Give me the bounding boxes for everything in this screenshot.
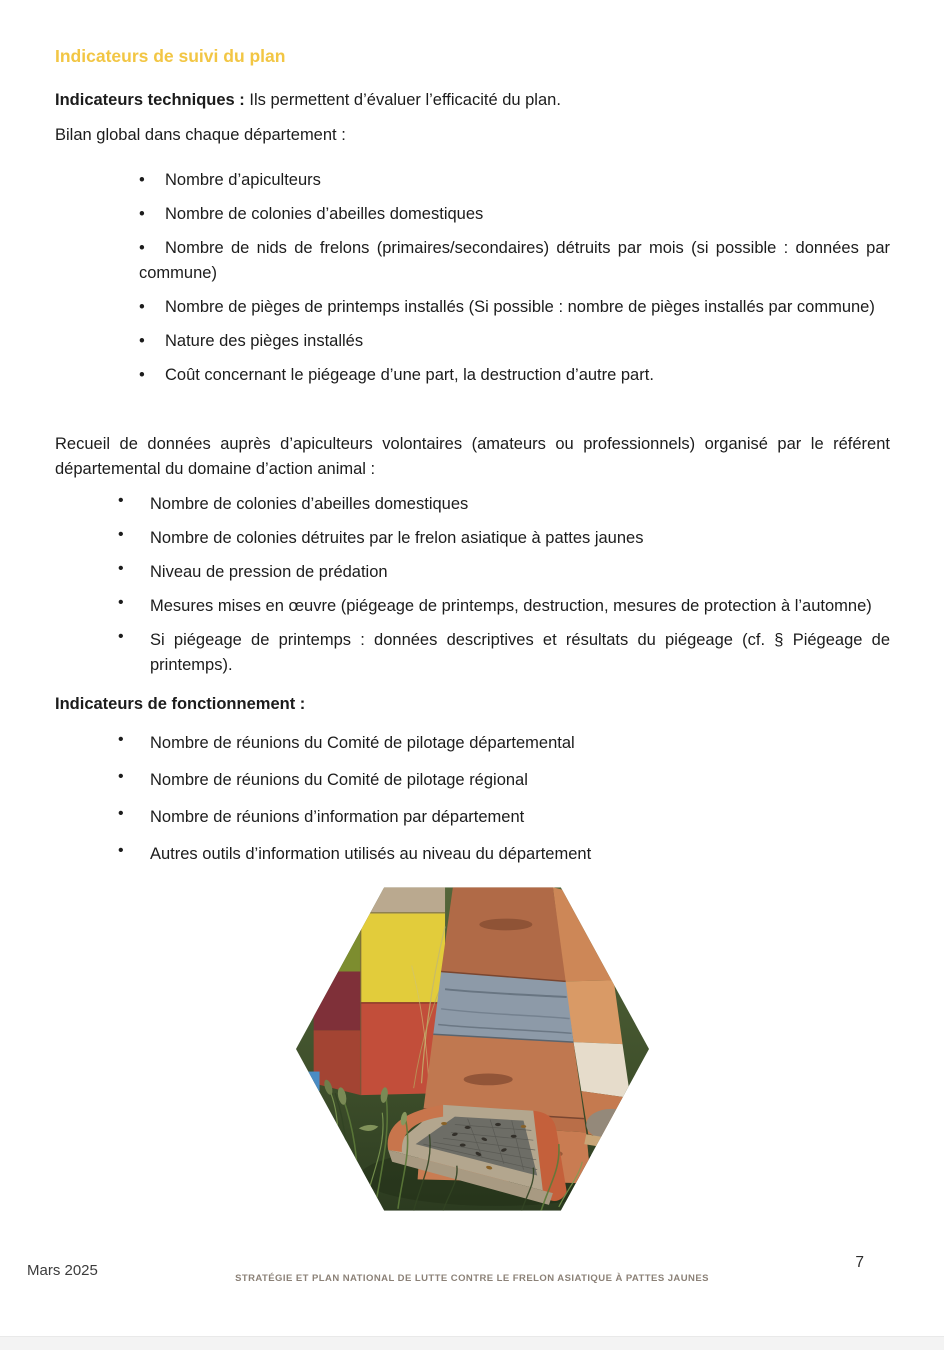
list-item [55,628,890,678]
list-item-text: Mesures mises en œuvre (piégeage de printemps, destruction, mesures de protection à l’automne) [150,597,872,615]
list-item [55,594,890,619]
page-title: Indicateurs de suivi du plan [55,46,286,66]
fonctionnement-heading: Indicateurs de fonctionnement : [55,695,306,713]
bullet-icon: • [118,842,124,859]
list-item [55,731,890,756]
technical-indicators-label: Indicateurs techniques : [55,91,245,109]
list-item-text: Nombre de réunions du Comité de pilotage départemental [150,734,575,752]
list-item [55,560,890,585]
list-item [55,202,890,227]
list-item-text: Autres outils d’information utilisés au niveau du département [150,845,592,863]
list-item-text: Nombre d’apiculteurs [165,171,321,189]
intro-technical-paragraph [55,88,890,113]
technical-indicators-text: Ils permettent d’évaluer l’efficacité du plan. [244,91,561,109]
list-item-text: Nombre de réunions du Comité de pilotage régional [150,771,528,789]
bullet-icon: • [118,768,124,785]
bullet-icon: • [139,366,145,384]
bullet-icon: • [139,205,145,223]
list-item-text: Si piégeage de printemps : données descriptives et résultats du piégeage (cf. § Piégeage de printemps). [150,631,890,674]
bullet-icon: • [139,332,145,350]
list-item-text: Niveau de pression de prédation [150,563,388,581]
list-item-text: Nombre de colonies d’abeilles domestiques [150,495,469,513]
bilan-paragraph: Bilan global dans chaque département : [55,126,346,144]
spacer [55,402,890,432]
list-item [55,768,890,793]
list-item-text: Nombre de colonies d’abeilles domestiques [165,205,484,223]
list-item [55,168,890,193]
footer-page-number: 7 [855,1254,864,1271]
footer-document-title: STRATÉGIE ET PLAN NATIONAL DE LUTTE CONTRE LE FRELON ASIATIQUE À PATTES JAUNES [235,1273,709,1284]
bullet-icon: • [139,298,145,316]
bullet-icon: • [139,239,145,257]
bullet-icon: • [118,594,124,611]
list-item [55,236,890,286]
bullet-icon: • [118,526,124,543]
bullet-icon: • [118,628,124,645]
list-item [55,842,890,867]
list-item-text: Nombre de colonies détruites par le frelon asiatique à pattes jaunes [150,529,644,547]
bullet-icon: • [118,560,124,577]
list-item [55,295,890,320]
list-item-text: Nombre de pièges de printemps installés (Si possible : nombre de pièges installés par commune) [165,298,875,316]
page-footer [0,1252,944,1312]
list-item [55,329,890,354]
list-item [55,363,890,388]
beehive-photo [296,884,649,1219]
bullet-icon: • [118,731,124,748]
footer-date: Mars 2025 [27,1262,98,1279]
recueil-paragraph: Recueil de données auprès d’apiculteurs volontaires (amateurs ou professionnels) organisé par le référent départemental du domaine d’action animal : [55,435,890,478]
bilan-bullet-list [55,168,890,388]
list-item [55,526,890,551]
list-item [55,805,890,830]
page-bottom-edge [0,1336,944,1350]
bullet-icon: • [118,492,124,509]
list-item [55,492,890,517]
list-item-text: Coût concernant le piégeage d’une part, la destruction d’autre part. [165,366,654,384]
bullet-icon: • [139,171,145,189]
list-item-text: Nombre de réunions d’information par département [150,808,525,826]
fonctionnement-bullet-list [55,731,890,867]
bullet-icon: • [118,805,124,822]
recueil-bullet-list [55,492,890,678]
list-item-text: Nature des pièges installés [165,332,364,350]
list-item-text: Nombre de nids de frelons (primaires/secondaires) détruits par mois (si possible : données par commune) [139,239,890,282]
